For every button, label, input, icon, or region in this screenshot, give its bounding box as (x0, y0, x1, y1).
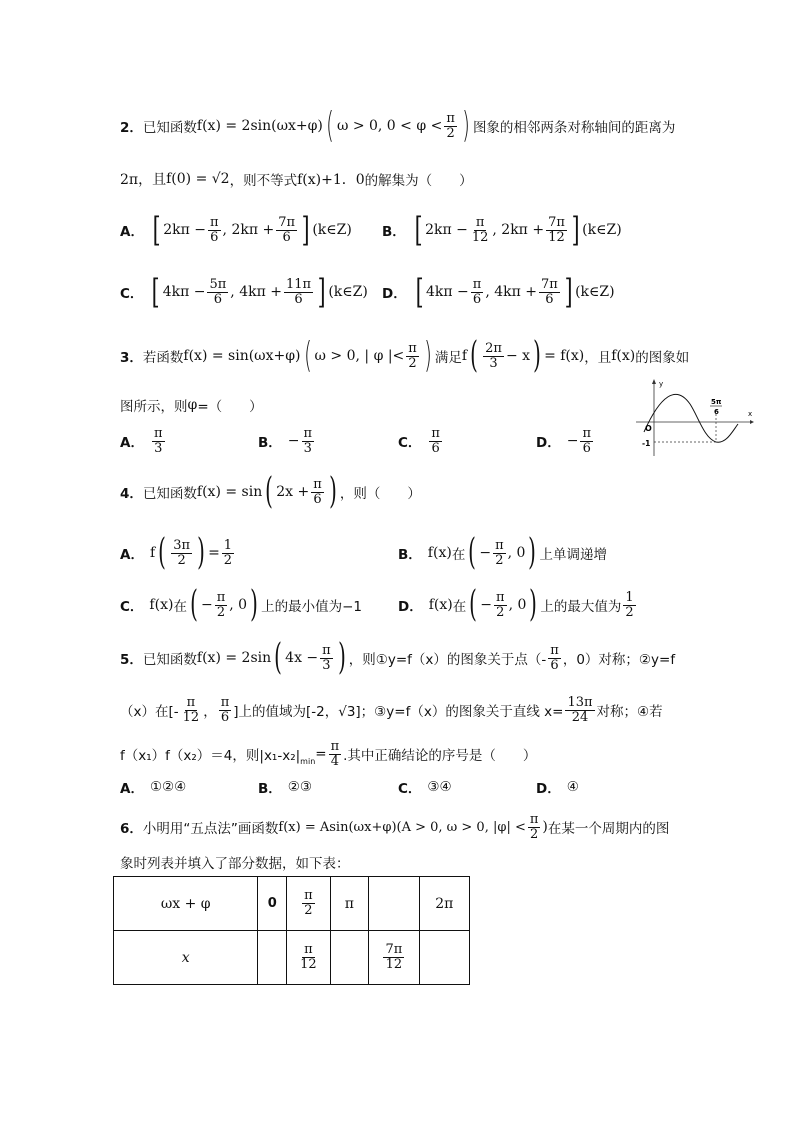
q2-option-c[interactable]: C． [ 4kπ − $\frac{5\pi}{6}$ , 4kπ + $\frac{11\pi}{6}$ ] (k∈Z) (120, 272, 368, 312)
q2-text-b: 图象的相邻两条对称轴间的距离为 (472, 120, 676, 136)
table-cell-empty (419, 931, 469, 985)
q6-line-1: 6． 小明用“五点法”画函数 f(x) = Asin(ωx+φ)(A > 0, ω > 0, |φ| < $\frac{\pi}{2}$ ) 在某一个周期内的图 (120, 811, 670, 842)
q2-line-1 (120, 104, 675, 148)
table-cell: $\frac{7\pi}{12}$ (369, 931, 419, 985)
x-axis-label: x (748, 410, 753, 418)
table-cell: π (330, 877, 368, 931)
q3-option-c[interactable]: C． $\frac{\pi}{6}$ (398, 425, 440, 456)
q3-sine-graph (632, 376, 758, 458)
q5-option-c[interactable]: C． ③④ (398, 779, 452, 797)
minus-one-label: -1 (642, 439, 651, 448)
q2-line-2: 2π，且 f(0) = √2 ，则不等式 f(x)+1．0 的解集为（ ） (120, 171, 473, 189)
x-axis-arrow (750, 420, 754, 424)
q5-option-d[interactable]: D． ④ (536, 779, 579, 797)
q3-line-1: 3． 若函数 f(x) = sin(ωx+φ) ( ω > 0, | φ |< $\frac{\pi}{2}$ ) 满足 f ( $\frac{2\pi}{3}$ − x ) = f(x) ，且 f(x) 的图象如 (120, 335, 690, 376)
table-cell: 2π (419, 877, 469, 931)
q4-option-c[interactable]: C． f(x) 在 ( − $\frac{\pi}{2}$ , 0 ) 上的最小值为−1 (120, 584, 363, 625)
q4-option-a[interactable]: A． f ( $\frac{3\pi}{2}$ ) = $\frac{1}{2}$ (120, 532, 233, 573)
q5-line-2: （x）在[- $\frac{\pi}{12}$ ， $\frac{\pi}{6}$ ]上的值域为[-2，√3]；③y=f（x）的图象关于直线 x= $\frac{13\pi}{24}$ 对称；④若 (120, 694, 663, 725)
q5-option-a[interactable]: A． ①②④ (120, 779, 187, 797)
q3-line-2: 图所示，则 φ =（ ） (120, 397, 263, 415)
y-axis-label: y (659, 380, 664, 388)
q2-f0: f(0) = √2 (166, 171, 230, 187)
tick-label-num: 5π (711, 398, 722, 406)
q2-condition: ( ω > 0, 0 < φ < $\frac{\pi}{2}$ ) (326, 105, 470, 146)
q2-number: 2． (120, 120, 143, 136)
table-cell: 0 (258, 877, 287, 931)
q4-line-1: 4． 已知函数 f(x) = sin ( 2x + $\frac{\pi}{6}$ ) ，则（ ） (120, 471, 421, 512)
q2-text-a: 已知函数 (142, 120, 197, 136)
q5-line-3: f（x₁）f（x₂）＝4，则|x₁-x₂| min = $\frac{\pi}{4}$ .其中正确结论的序号是（ ） (120, 738, 537, 769)
q5-line-1: 5． 已知函数 f(x) = 2sin ( 4x − $\frac{\pi}{3}$ ) ，则①y=f（x）的图象关于点（- $\frac{\pi}{6}$ ，0）对称；②y=f (120, 637, 676, 678)
table-header-x: x (114, 931, 258, 985)
y-axis-arrow (652, 379, 656, 384)
q6-line-2: 象时列表并填入了部分数据，如下表： (120, 856, 350, 872)
sine-curve (644, 394, 738, 442)
q3-function: f(x) = sin(ωx+φ) (183, 348, 301, 364)
tick-label-den: 6 (714, 408, 719, 416)
q2-option-b[interactable]: B． [ 2kπ − $\frac{\pi}{12}$ , 2kπ + $\frac{7\pi}{12}$ ] (k∈Z) (382, 210, 622, 250)
table-row (114, 931, 470, 985)
q3-condition: ( ω > 0, | φ |< $\frac{\pi}{2}$ ) (303, 335, 432, 376)
table-header-phase: ωx + φ (114, 877, 258, 931)
q4-option-b[interactable]: B． f(x) 在 ( − $\frac{\pi}{2}$ , 0 ) 上单调递增 (398, 532, 607, 573)
q3-option-a[interactable]: A． $\frac{\pi}{3}$ (120, 425, 163, 456)
q2-inequality: f(x)+1．0 (297, 172, 365, 188)
table-cell: $\frac{\pi}{12}$ (287, 931, 331, 985)
q3-option-b[interactable]: B． − $\frac{\pi}{3}$ (258, 425, 313, 456)
q2-option-d[interactable]: D． [ 4kπ − $\frac{\pi}{6}$ , 4kπ + $\frac{7\pi}{6}$ ] (k∈Z) (382, 272, 615, 312)
five-point-table (113, 876, 470, 985)
table-cell-empty (369, 877, 419, 931)
table-row (114, 877, 470, 931)
table-cell-empty (258, 931, 287, 985)
q4-option-d[interactable]: D． f(x) 在 ( − $\frac{\pi}{2}$ , 0 ) 上的最大值为 $\frac{1}{2}$ (398, 584, 634, 625)
q5-option-b[interactable]: B． ②③ (258, 779, 313, 797)
table-cell-empty (330, 931, 368, 985)
q2-function: f(x) = 2sin(ωx+φ) (196, 118, 323, 134)
q3-option-d[interactable]: D． − $\frac{\pi}{6}$ (536, 425, 591, 456)
origin-label: O (645, 424, 652, 433)
table-cell: $\frac{\pi}{2}$ (287, 877, 331, 931)
q2-option-a[interactable]: A． [ 2kπ − $\frac{\pi}{6}$ , 2kπ + $\frac{7\pi}{6}$ ] (k∈Z) (120, 210, 352, 250)
